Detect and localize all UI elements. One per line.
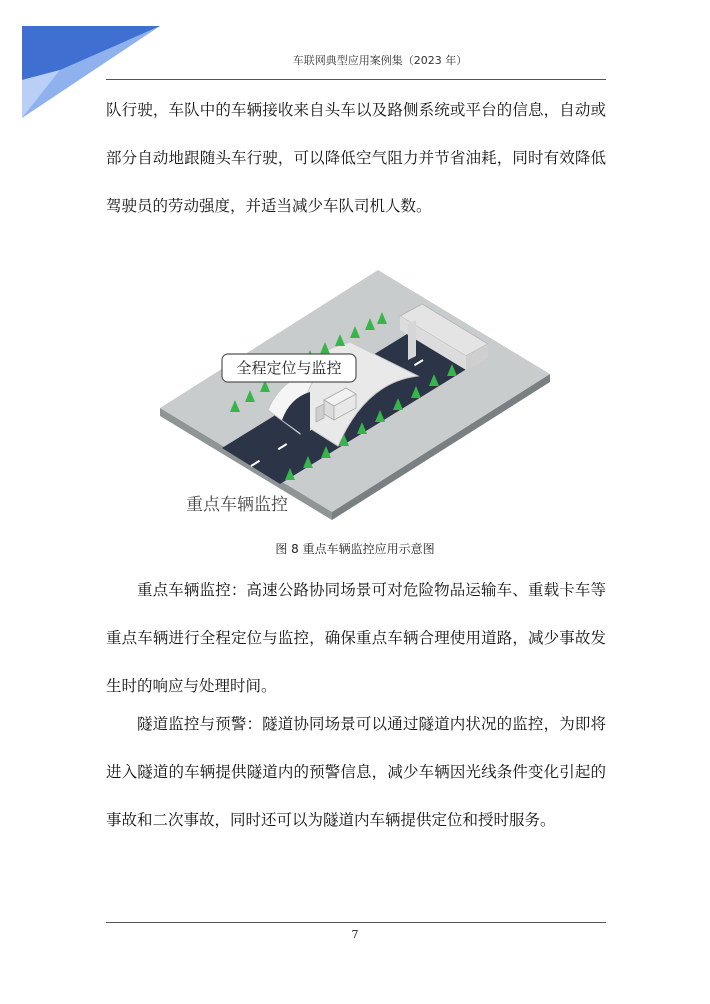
header-title: 车联网典型应用案例集（2023 年）	[292, 54, 468, 67]
figure-illustration	[150, 258, 570, 528]
paragraph-tunnel: 隧道监控与预警：隧道协同场景可以通过隧道内状况的监控，为即将进入隧道的车辆提供隧道内的预警信息，减少车辆因光线条件变化引起的事故和二次事故，同时还可以为隧道内车辆提供定位和授时服务。	[106, 715, 606, 829]
figure-caption: 图 8 重点车辆监控应用示意图	[275, 542, 435, 556]
page-number: 7	[351, 928, 359, 941]
header-divider	[106, 79, 606, 80]
paragraph-key-vehicle: 重点车辆监控：高速公路协同场景可对危险物品运输车、重载卡车等重点车辆进行全程定位与监控，确保重点车辆合理使用道路，减少事故发生时的响应与处理时间。	[106, 581, 606, 695]
callout-label: 全程定位与监控	[236, 360, 342, 377]
figure-label: 重点车辆监控	[186, 495, 288, 514]
footer-divider	[106, 922, 606, 923]
paragraph-platoon: 队行驶，车队中的车辆接收来自头车以及路侧系统或平台的信息，自动或部分自动地跟随头车行驶，可以降低空气阻力并节省油耗，同时有效降低驾驶员的劳动强度，并适当减少车队司机人数。	[106, 101, 606, 215]
